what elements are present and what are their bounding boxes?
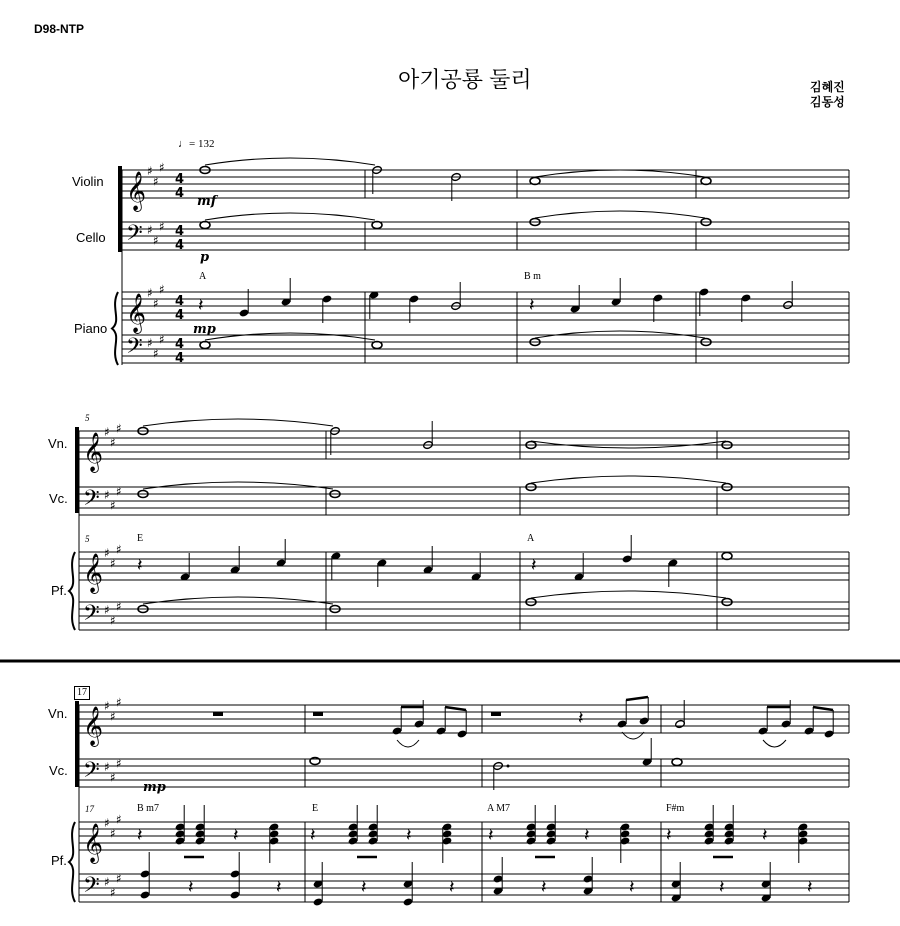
key-signature-sharp-icon: ♯ <box>116 542 122 557</box>
quarter-rest-icon: 𝄽 <box>137 825 143 846</box>
treble-clef-icon: 𝄞 <box>83 553 104 593</box>
chord-symbol: A M7 <box>487 803 511 814</box>
key-signature-sharp-icon: ♯ <box>153 174 159 189</box>
quarter-rest-icon: 𝄽 <box>541 877 547 898</box>
key-signature-sharp-icon: ♯ <box>110 613 116 628</box>
whole-note <box>672 759 682 766</box>
instrument-label-violin: Vn. <box>48 706 68 721</box>
quarter-rest-icon: 𝄽 <box>488 825 494 846</box>
staff <box>79 871 849 902</box>
time-signature-denominator: 4 <box>175 238 185 253</box>
time-signature-numerator: 4 <box>175 224 185 239</box>
key-signature-sharp-icon: ♯ <box>159 160 165 175</box>
treble-clef-icon: 𝄞 <box>83 432 104 472</box>
instrument-label-cello: Vc. <box>49 491 68 506</box>
chord-symbol: E <box>312 803 319 814</box>
treble-clef-icon: 𝄞 <box>126 171 147 211</box>
tie-slur <box>535 211 705 218</box>
tie-slur <box>205 333 375 340</box>
beam <box>813 707 833 710</box>
dynamic-violin: mf <box>197 194 217 209</box>
key-signature-sharp-icon: ♯ <box>110 770 116 785</box>
dynamic-cello: mp <box>143 780 166 795</box>
instrument-label-piano: Piano <box>74 321 108 336</box>
key-signature-sharp-icon: ♯ <box>159 332 165 347</box>
staff <box>79 431 849 459</box>
quarter-rest-icon: 𝄽 <box>719 877 725 898</box>
beam <box>626 697 648 700</box>
chord-symbol: A <box>527 533 535 544</box>
key-signature-sharp-icon: ♯ <box>153 346 159 361</box>
key-signature-sharp-icon: ♯ <box>104 488 110 502</box>
quarter-rest-icon: 𝄽 <box>198 295 204 316</box>
key-signature-sharp-icon: ♯ <box>147 164 153 178</box>
chord-symbol: E <box>137 533 144 544</box>
instrument-label-violin: Vn. <box>48 436 68 451</box>
tie-slur <box>205 213 375 220</box>
instrument-label-cello: Cello <box>76 230 106 245</box>
document-code: D98-NTP <box>34 22 85 36</box>
key-signature-sharp-icon: ♯ <box>110 498 116 513</box>
key-signature-sharp-icon: ♯ <box>116 421 122 436</box>
quarter-rest-icon: 𝄽 <box>361 877 367 898</box>
whole-note <box>722 553 732 560</box>
treble-clef-icon: 𝄞 <box>83 823 104 863</box>
tempo-value: = 132 <box>189 138 215 150</box>
key-signature-sharp-icon: ♯ <box>159 219 165 234</box>
quarter-rest-icon: 𝄽 <box>584 825 590 846</box>
quarter-rest-icon: 𝄽 <box>188 877 194 898</box>
staff <box>122 292 849 320</box>
staff <box>122 219 849 250</box>
tie-slur <box>535 170 705 177</box>
tie-slur <box>143 482 333 489</box>
key-signature-sharp-icon: ♯ <box>104 546 110 560</box>
treble-clef-icon: 𝄞 <box>83 706 104 746</box>
quarter-rest-icon: 𝄽 <box>529 295 535 316</box>
instrument-label-cello: Vc. <box>49 763 68 778</box>
chord-symbol: B m7 <box>137 803 159 814</box>
staff <box>79 599 849 630</box>
quarter-rest-icon: 𝄽 <box>807 877 813 898</box>
dynamic-cello: p <box>200 250 210 265</box>
quarter-rest-icon: 𝄽 <box>449 877 455 898</box>
staff <box>79 484 849 515</box>
key-signature-sharp-icon: ♯ <box>104 875 110 889</box>
key-signature-sharp-icon: ♯ <box>104 816 110 830</box>
bass-clef-icon: 𝄢 <box>126 334 143 364</box>
staff <box>122 170 849 198</box>
composer-1: 김혜진 <box>810 80 845 94</box>
score-title: 아기공룡 둘리 <box>398 67 532 92</box>
quarter-rest-icon: 𝄽 <box>276 877 282 898</box>
time-signature-numerator: 4 <box>175 294 185 309</box>
time-signature-denominator: 4 <box>175 351 185 366</box>
bass-clef-icon: 𝄢 <box>83 873 100 903</box>
instrument-label-piano: Pf. <box>51 583 67 598</box>
beam <box>445 707 466 710</box>
bass-clef-icon: 𝄢 <box>126 221 143 251</box>
key-signature-sharp-icon: ♯ <box>153 296 159 311</box>
bass-clef-icon: 𝄢 <box>83 601 100 631</box>
staff <box>122 332 849 363</box>
whole-note <box>701 178 711 185</box>
measure-number: 17 <box>85 804 94 814</box>
instrument-label-piano: Pf. <box>51 853 67 868</box>
time-signature-denominator: 4 <box>175 308 185 323</box>
key-signature-sharp-icon: ♯ <box>104 699 110 713</box>
measure-number: 5 <box>85 413 90 423</box>
rehearsal-mark: 17 <box>74 686 90 700</box>
tie-slur <box>397 740 419 747</box>
key-signature-sharp-icon: ♯ <box>110 709 116 724</box>
bass-clef-icon: 𝄢 <box>83 758 100 788</box>
key-signature-sharp-icon: ♯ <box>116 484 122 499</box>
whole-note <box>372 342 382 349</box>
key-signature-sharp-icon: ♯ <box>110 435 116 450</box>
dot <box>507 765 510 768</box>
quarter-rest-icon: 𝄽 <box>531 555 537 576</box>
treble-clef-icon: 𝄞 <box>126 293 147 333</box>
key-signature-sharp-icon: ♯ <box>153 233 159 248</box>
staff <box>79 756 849 787</box>
key-signature-sharp-icon: ♯ <box>116 812 122 827</box>
key-signature-sharp-icon: ♯ <box>110 885 116 900</box>
key-signature-sharp-icon: ♯ <box>116 599 122 614</box>
staff <box>79 552 849 580</box>
quarter-rest-icon: 𝄽 <box>578 708 584 729</box>
piano-brace <box>112 292 118 365</box>
key-signature-sharp-icon: ♯ <box>110 826 116 841</box>
quarter-rest-icon: 𝄽 <box>762 825 768 846</box>
bass-clef-icon: 𝄢 <box>83 486 100 516</box>
quarter-rest-icon: 𝄽 <box>137 555 143 576</box>
quarter-note-icon: ♩ <box>178 138 189 150</box>
whole-rest <box>213 712 223 716</box>
tie-slur <box>143 597 333 604</box>
time-signature-numerator: 4 <box>175 172 185 187</box>
piano-brace <box>69 552 75 630</box>
quarter-rest-icon: 𝄽 <box>666 825 672 846</box>
key-signature-sharp-icon: ♯ <box>159 282 165 297</box>
instrument-label-violin: Violin <box>72 174 104 189</box>
whole-rest <box>491 712 501 716</box>
whole-note <box>372 222 382 229</box>
tie-slur <box>763 740 786 747</box>
dynamic-piano: mp <box>193 322 216 337</box>
time-signature-denominator: 4 <box>175 186 185 201</box>
whole-note <box>530 178 540 185</box>
chord-symbol: F#m <box>666 803 685 814</box>
tie-slur <box>531 591 726 598</box>
whole-note <box>200 342 210 349</box>
quarter-rest-icon: 𝄽 <box>233 825 239 846</box>
quarter-rest-icon: 𝄽 <box>406 825 412 846</box>
tie-slur <box>531 476 726 483</box>
piano-brace <box>69 822 75 902</box>
key-signature-sharp-icon: ♯ <box>110 556 116 571</box>
key-signature-sharp-icon: ♯ <box>104 603 110 617</box>
key-signature-sharp-icon: ♯ <box>147 223 153 237</box>
key-signature-sharp-icon: ♯ <box>116 695 122 710</box>
key-signature-sharp-icon: ♯ <box>104 760 110 774</box>
key-signature-sharp-icon: ♯ <box>116 756 122 771</box>
quarter-rest-icon: 𝄽 <box>310 825 316 846</box>
quarter-rest-icon: 𝄽 <box>629 877 635 898</box>
whole-note <box>200 222 210 229</box>
key-signature-sharp-icon: ♯ <box>104 425 110 439</box>
key-signature-sharp-icon: ♯ <box>116 871 122 886</box>
measure-number: 5 <box>85 534 90 544</box>
composer-2: 김동성 <box>810 95 845 109</box>
key-signature-sharp-icon: ♯ <box>147 286 153 300</box>
tie-slur <box>205 158 375 165</box>
time-signature-numerator: 4 <box>175 337 185 352</box>
chord-symbol: A <box>199 271 207 282</box>
tie-slur <box>143 419 333 426</box>
chord-symbol: B m <box>524 271 541 282</box>
whole-rest <box>313 712 323 716</box>
key-signature-sharp-icon: ♯ <box>147 336 153 350</box>
